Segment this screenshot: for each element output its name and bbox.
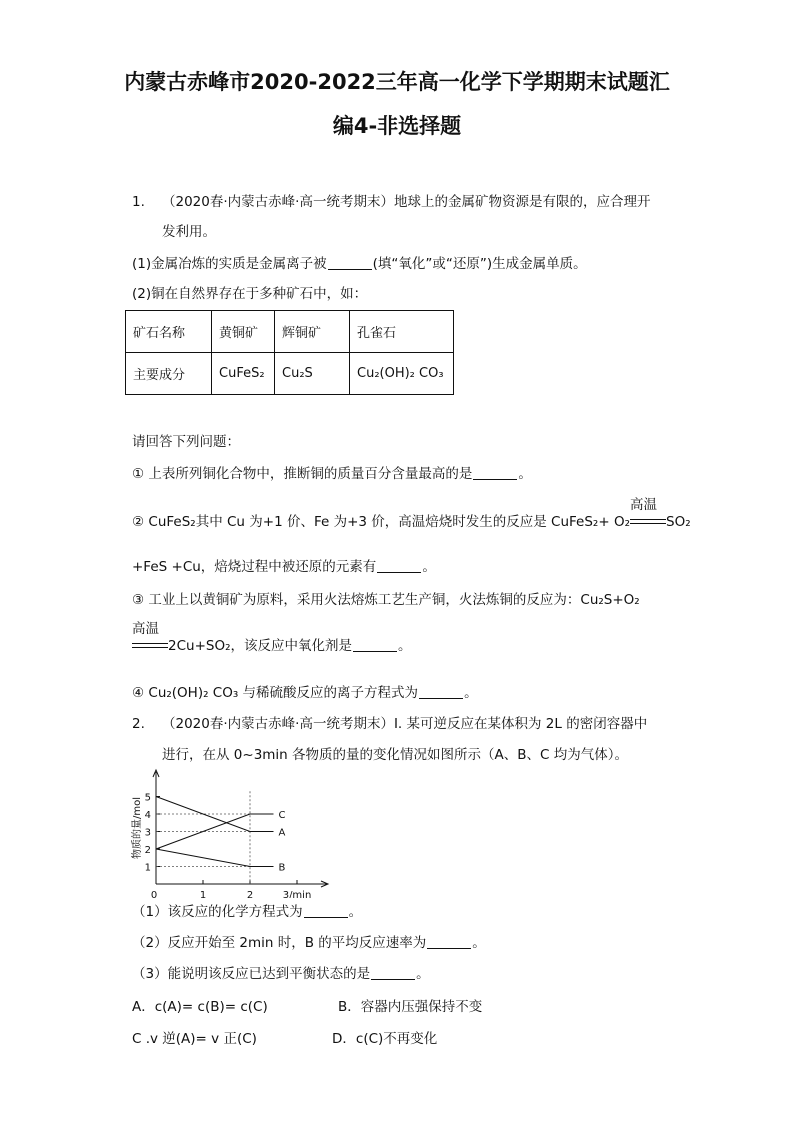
series-label-A: A — [278, 827, 286, 839]
table-cell: Cu₂S — [275, 353, 350, 395]
q1-sub2-end: 。 — [422, 559, 436, 575]
answer-blank[interactable] — [304, 903, 348, 918]
equation-arrow — [630, 519, 666, 524]
option-c[interactable]: C .v 逆(A)= v 正(C) — [132, 1031, 257, 1047]
q2-part3-end: 。 — [416, 966, 430, 982]
q1-sub4-text: ④ Cu₂(OH)₂ CO₃ 与稀硫酸反应的离子方程式为 — [132, 685, 419, 701]
x-tick-label: 2 — [246, 890, 254, 898]
table-cell: CuFeS₂ — [212, 353, 275, 395]
q1-sub2 — [132, 497, 691, 532]
q1-sub3-end: 。 — [398, 638, 412, 654]
chart-labels — [130, 793, 311, 899]
chart-guides — [156, 791, 250, 884]
q2-part2-end: 。 — [472, 935, 486, 951]
answer-blank[interactable] — [353, 637, 397, 652]
condition-label: 高温 — [630, 497, 657, 513]
answer-blank[interactable] — [328, 255, 372, 270]
table-cell: 辉铜矿 — [275, 311, 350, 353]
table-row — [126, 311, 454, 353]
table-cell: 黄铜矿 — [212, 311, 275, 353]
y-tick-label: 2 — [144, 845, 151, 856]
q1-sub1 — [132, 464, 532, 484]
x-tick-label: 3/min — [282, 890, 312, 898]
q1-header: （2020春·内蒙古赤峰·高一统考期末）地球上的金属矿物资源是有限的，应合理开 — [162, 194, 651, 210]
q2-part1-text: （1）该反应的化学方程式为 — [132, 904, 303, 920]
y-tick-label: 4 — [144, 810, 151, 821]
option-a[interactable]: A．c(A)= c(B)= c(C) — [132, 999, 268, 1015]
q1-part2: (2)铜在自然界存在于多种矿石中，如： — [132, 286, 368, 302]
q2-part2-text: （2）反应开始至 2min 时，B 的平均反应速率为 — [132, 935, 427, 951]
q2-number: 2. — [132, 716, 145, 732]
series-label-B: B — [278, 862, 286, 874]
q1-part1-text-a: (1)金属冶炼的实质是金属离子被 — [132, 256, 327, 272]
q1-sub2-product: SO₂ — [666, 514, 691, 530]
answer-blank[interactable] — [377, 558, 421, 573]
q1-part1 — [132, 254, 587, 274]
table-cell: 矿石名称 — [126, 311, 212, 353]
q2-part3-text: （3）能说明该反应已达到平衡状态的是 — [132, 966, 371, 982]
table-row — [126, 353, 454, 395]
x-tick-label: 0 — [150, 890, 158, 898]
document-title-line2: 编4-非选择题 — [332, 114, 462, 138]
reaction-condition — [630, 497, 666, 532]
equation-arrow — [132, 643, 168, 648]
series-label-C: C — [278, 810, 286, 821]
x-tick-label: 1 — [199, 890, 207, 898]
y-axis-label: 物质的量/mol — [132, 796, 143, 860]
answer-blank[interactable] — [371, 965, 415, 980]
answer-blank[interactable] — [427, 934, 471, 949]
y-tick-label: 5 — [144, 792, 151, 804]
answer-blank[interactable] — [419, 684, 463, 699]
q2-part1-end: 。 — [348, 904, 363, 920]
document-title-line1: 内蒙古赤峰市2020-2022三年高一化学下学期期末试题汇 — [124, 70, 670, 94]
series-line-B — [156, 849, 274, 867]
option-d[interactable]: D．c(C)不再变化 — [332, 1031, 438, 1047]
ore-table — [125, 310, 454, 395]
q2-part1 — [132, 902, 362, 922]
y-tick-label: 3 — [144, 827, 151, 839]
answer-blank[interactable] — [473, 465, 517, 480]
table-cell: 主要成分 — [126, 353, 212, 395]
q1-sub4 — [132, 683, 478, 703]
option-b[interactable]: B．容器内压强保持不变 — [338, 999, 483, 1015]
reaction-condition — [132, 621, 168, 656]
q1-prompt: 请回答下列问题： — [132, 434, 240, 450]
q2-part3 — [132, 964, 430, 984]
q2-header: （2020春·内蒙古赤峰·高一统考期末）I. 某可逆反应在某体积为 2L 的密闭容器中 — [162, 716, 648, 732]
condition-label: 高温 — [132, 621, 159, 637]
q1-number: 1. — [132, 194, 145, 210]
q1-sub3-cont — [132, 621, 412, 656]
y-tick-label: 1 — [144, 862, 151, 874]
table-cell: 孔雀石 — [350, 311, 454, 353]
q1-sub4-end: 。 — [464, 685, 478, 701]
amount-time-chart — [128, 768, 338, 898]
q1-sub1-text: ① 上表所列铜化合物中，推断铜的质量百分含量最高的是 — [132, 466, 473, 482]
q1-sub1-end: 。 — [518, 466, 532, 482]
q1-sub2-cont-text: +FeS +Cu，焙烧过程中被还原的元素有 — [132, 559, 377, 575]
q2-header-cont: 进行，在从 0~3min 各物质的量的变化情况如图所示（A、B、C 均为气体）。 — [162, 747, 628, 763]
q1-sub3: ③ 工业上以黄铜矿为原料，采用火法熔炼工艺生产铜，火法炼铜的反应为：Cu₂S+O₂ — [132, 592, 640, 608]
q1-part1-text-b: (填“氧化”或“还原”)生成金属单质。 — [372, 256, 587, 272]
q1-header-cont: 发利用。 — [162, 224, 216, 240]
q2-part2 — [132, 933, 486, 953]
table-cell: Cu₂(OH)₂ CO₃ — [350, 353, 454, 395]
q1-sub3-cont-text: 2Cu+SO₂，该反应中氧化剂是 — [168, 638, 352, 654]
q1-sub2-text: ② CuFeS₂其中 Cu 为+1 价、Fe 为+3 价，高温焙烧时发生的反应是 CuFeS₂+ O₂ — [132, 514, 630, 530]
q1-sub2-cont — [132, 557, 436, 577]
